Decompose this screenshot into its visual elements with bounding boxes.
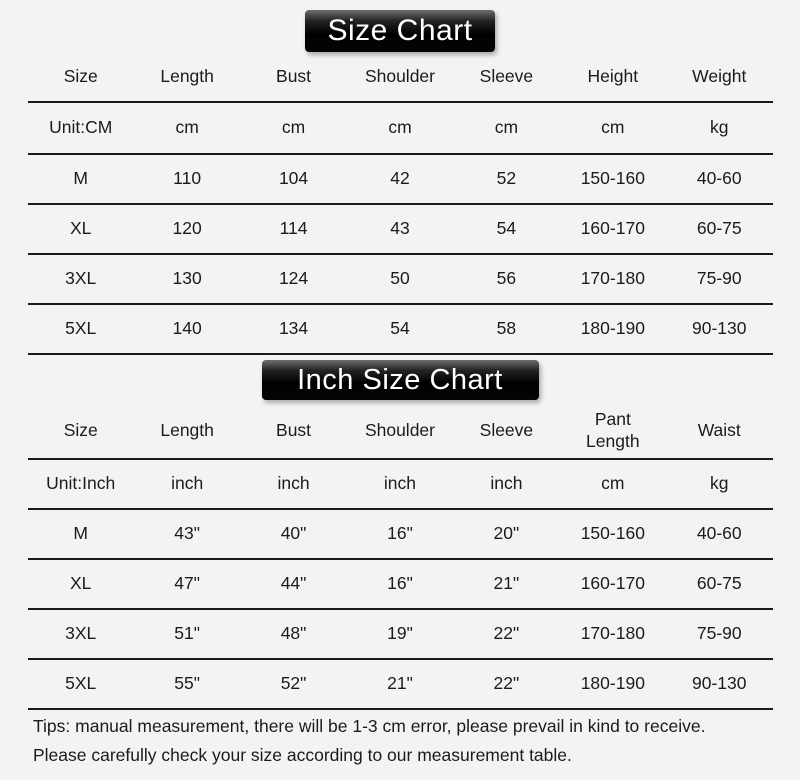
table-cell: 160-170 (580, 573, 645, 594)
tips-line-1: Tips: manual measurement, there will be 1-3 cm error, please prevail in kind to receive. (33, 716, 706, 736)
table-cell: 124 (278, 268, 309, 289)
table-cell: 120 (172, 218, 202, 239)
inch-size-table (28, 403, 773, 710)
table-cell: XL (70, 218, 92, 239)
table-cell: 16" (387, 573, 413, 594)
table-cell: 56 (496, 268, 517, 289)
table-cell: 42 (390, 168, 410, 189)
unit-cell: kg (710, 473, 729, 494)
table-cell: M (73, 523, 88, 544)
table-cell: 43" (174, 523, 200, 544)
header-row (28, 52, 773, 103)
column-header: Bust (276, 419, 312, 440)
cm-size-chart-banner (305, 10, 495, 52)
table-row (28, 255, 773, 305)
table-cell: 50 (390, 268, 410, 289)
column-header: Shoulder (364, 419, 435, 440)
table-cell: 44" (280, 573, 307, 594)
table-row (28, 205, 773, 255)
table-cell: 22" (493, 673, 520, 694)
table-cell: 54 (390, 318, 410, 339)
inch-size-chart-banner (262, 360, 539, 400)
column-header: Length (160, 65, 214, 86)
table-row (28, 560, 773, 610)
tips-section (0, 710, 800, 765)
table-cell: 170-180 (580, 623, 645, 644)
table-cell: 180-190 (580, 318, 645, 339)
tips-line-2: Please carefully check your size according to our measurement table. (33, 745, 572, 765)
table-cell: 60-75 (696, 573, 742, 594)
column-header: Bust (276, 65, 312, 86)
table-cell: 48" (280, 623, 307, 644)
table-cell: 43 (390, 218, 410, 239)
table-row (28, 155, 773, 205)
table-cell: 150-160 (580, 523, 645, 544)
table-cell: 130 (172, 268, 202, 289)
table-cell: 40" (280, 523, 307, 544)
column-header: Waist (697, 419, 741, 440)
table-cell: 5XL (65, 318, 97, 339)
table-cell: 150-160 (580, 168, 645, 189)
table-cell: 140 (172, 318, 202, 339)
table-cell: 114 (279, 218, 308, 239)
table-cell: 58 (496, 318, 517, 339)
unit-cell: cm (601, 473, 625, 494)
unit-cell: cm (281, 117, 306, 138)
cm-size-chart-title: Size Chart (327, 14, 473, 47)
table-cell: 180-190 (580, 673, 645, 694)
table-cell: 19" (387, 623, 413, 644)
unit-cell: inch (383, 473, 417, 494)
unit-row (28, 103, 773, 155)
table-row (28, 305, 773, 355)
table-cell: 21" (493, 573, 520, 594)
table-cell: 52" (280, 673, 307, 694)
unit-cell: cm (175, 117, 199, 138)
column-header: Shoulder (364, 65, 435, 86)
table-cell: 75-90 (696, 623, 742, 644)
inch-size-chart-title: Inch Size Chart (297, 363, 503, 396)
column-header: Sleeve (479, 419, 534, 440)
table-cell: 51" (174, 623, 200, 644)
table-cell: 40-60 (696, 523, 742, 544)
table-cell: 3XL (65, 268, 97, 289)
table-row (28, 510, 773, 560)
table-cell: 170-180 (580, 268, 645, 289)
column-header: Weight (692, 65, 747, 86)
unit-cell: Unit:CM (49, 117, 113, 138)
table-cell: 55" (174, 673, 200, 694)
table-cell: M (73, 168, 88, 189)
column-header: Length (160, 419, 214, 440)
table-row (28, 610, 773, 660)
table-cell: 90-130 (691, 673, 747, 694)
unit-cell: Unit:Inch (46, 473, 116, 494)
table-cell: 54 (496, 218, 517, 239)
unit-cell: cm (494, 117, 519, 138)
table-cell: XL (70, 573, 92, 594)
table-cell: 104 (278, 168, 309, 189)
table-cell: 160-170 (580, 218, 645, 239)
column-header: Size (63, 419, 98, 440)
column-header: Sleeve (479, 65, 534, 86)
table-cell: 90-130 (691, 318, 747, 339)
table-cell: 52 (496, 168, 517, 189)
unit-cell: kg (710, 117, 729, 138)
unit-cell: inch (171, 473, 204, 494)
unit-cell: cm (601, 117, 625, 138)
table-cell: 110 (173, 168, 202, 189)
unit-cell: inch (277, 473, 310, 494)
table-cell: 16" (387, 523, 413, 544)
table-cell: 5XL (65, 673, 97, 694)
header-row (28, 403, 773, 460)
table-cell: 22" (493, 623, 520, 644)
column-header: Height (587, 65, 639, 86)
table-cell: 3XL (65, 623, 97, 644)
column-header: Size (63, 65, 98, 86)
table-cell: 60-75 (696, 218, 742, 239)
table-cell: 47" (174, 573, 200, 594)
table-cell: 21" (387, 673, 413, 694)
unit-cell: cm (388, 117, 412, 138)
table-cell: 75-90 (696, 268, 742, 289)
cm-size-table (28, 52, 773, 355)
column-header: Pant Length (586, 408, 640, 451)
unit-cell: inch (490, 473, 523, 494)
unit-row (28, 460, 773, 510)
table-cell: 134 (278, 318, 309, 339)
table-cell: 20" (493, 523, 520, 544)
table-row (28, 660, 773, 710)
table-cell: 40-60 (696, 168, 742, 189)
